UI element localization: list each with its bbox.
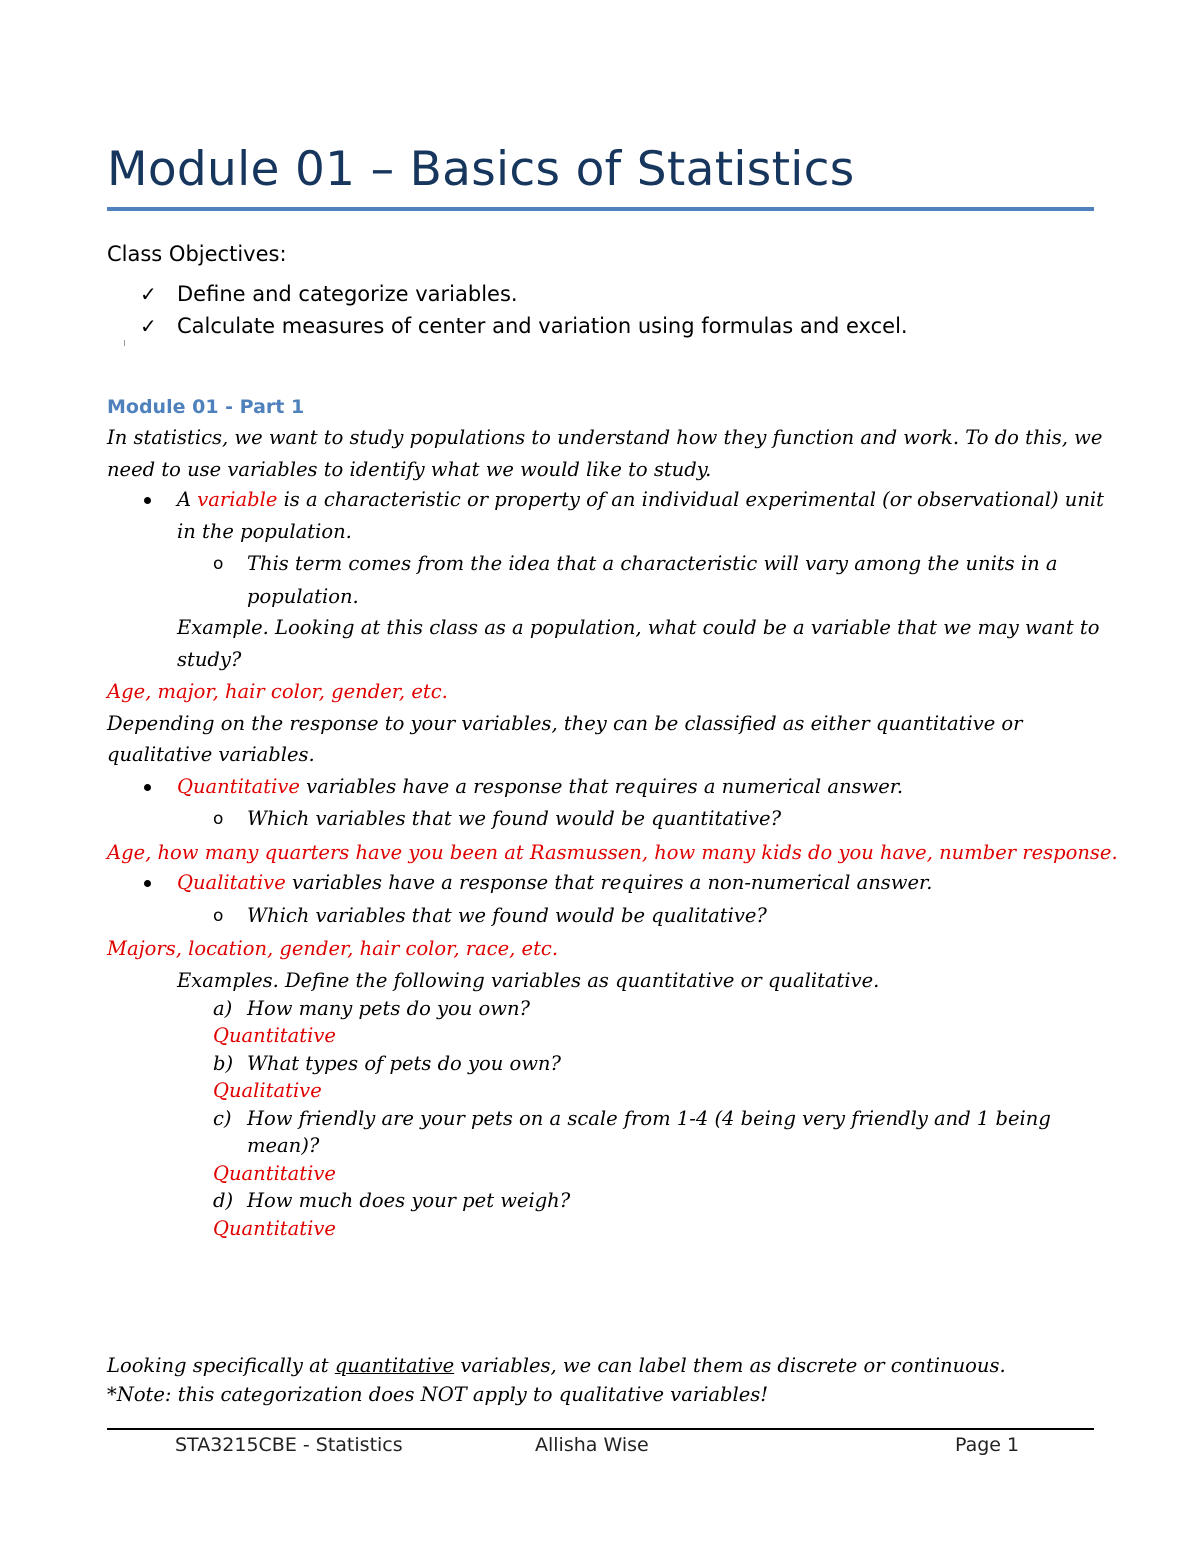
example-item: How many pets do you own? [247, 997, 530, 1020]
bullet-icon [144, 880, 151, 887]
example-answer: Quantitative [213, 1162, 336, 1185]
variable-definition [177, 488, 1104, 511]
quantitative-definition [177, 775, 903, 798]
text-span: variables, we can label them as discrete or continuous. [454, 1354, 1006, 1377]
footer-author: Allisha Wise [535, 1434, 649, 1456]
intro-line: need to use variables to identify what we would like to study. [107, 458, 712, 481]
sub-question: Which variables that we found would be qualitative? [247, 904, 767, 927]
example-label: d) [213, 1189, 234, 1212]
checkmark-icon: ✓ [140, 282, 157, 306]
objectives-heading: Class Objectives: [107, 242, 287, 266]
example-item: How friendly are your pets on a scale from 1-4 (4 being very friendly and 1 being [247, 1107, 1051, 1130]
section-heading: Module 01 - Part 1 [107, 396, 305, 418]
footer-page-number: Page 1 [955, 1434, 1020, 1456]
text-span: variables have a response that requires a numerical answer. [299, 775, 904, 798]
example-label: c) [213, 1107, 232, 1130]
text-span: variables have a response that requires a non-numerical answer. [285, 871, 933, 894]
example-item: How much does your pet weigh? [247, 1189, 571, 1212]
example-question: Example. Looking at this class as a population, what could be a variable that we may want to [177, 616, 1100, 639]
paragraph-line: Depending on the response to your variables, they can be classified as either quantitative or [107, 712, 1023, 735]
page-title: Module 01 – Basics of Statistics [107, 142, 855, 197]
circle-bullet-icon: o [213, 809, 224, 829]
sub-question: Which variables that we found would be quantitative? [247, 807, 782, 830]
checkmark-icon: ✓ [140, 314, 157, 338]
intro-line: In statistics, we want to study populations to understand how they function and work. To do this, we [107, 426, 1103, 449]
stray-mark [124, 340, 125, 346]
text-span: Looking specifically at [107, 1354, 335, 1377]
title-underline [107, 207, 1094, 211]
example-answer: Quantitative [213, 1217, 336, 1240]
example-answer: Quantitative [213, 1024, 336, 1047]
bullet-icon [144, 497, 151, 504]
example-item: What types of pets do you own? [247, 1052, 561, 1075]
text-span: A [177, 488, 198, 511]
qualitative-definition [177, 871, 932, 894]
circle-bullet-icon: o [213, 554, 224, 574]
example-answer: Qualitative [213, 1079, 322, 1102]
example-item-cont: mean)? [247, 1134, 320, 1157]
objective-item: Calculate measures of center and variation using formulas and excel. [177, 314, 908, 338]
highlight-term: Qualitative [177, 871, 286, 894]
sub-point: This term comes from the idea that a characteristic will vary among the units in a [247, 552, 1058, 575]
footer-rule [107, 1428, 1094, 1430]
underlined-term: quantitative [334, 1354, 455, 1377]
variable-definition-cont: in the population. [177, 520, 352, 543]
example-label: b) [213, 1052, 234, 1075]
footer-course: STA3215CBE - Statistics [175, 1434, 403, 1456]
example-label: a) [213, 997, 233, 1020]
answer-text: Age, major, hair color, gender, etc. [107, 680, 448, 703]
bullet-icon [144, 784, 151, 791]
objective-item: Define and categorize variables. [177, 282, 518, 306]
note-line: *Note: this categorization does NOT apply to qualitative variables! [107, 1383, 769, 1406]
closing-line [107, 1354, 1006, 1377]
answer-text: Age, how many quarters have you been at Rasmussen, how many kids do you have, number response. [107, 841, 1118, 864]
examples-heading: Examples. Define the following variables as quantitative or qualitative. [177, 969, 880, 992]
text-span: is a characteristic or property of an individual experimental (or observational) unit [277, 488, 1104, 511]
paragraph-line: qualitative variables. [107, 743, 315, 766]
sub-point-cont: population. [247, 585, 359, 608]
highlight-term: variable [197, 488, 278, 511]
answer-text: Majors, location, gender, hair color, race, etc. [107, 937, 559, 960]
example-question-cont: study? [177, 648, 242, 671]
highlight-term: Quantitative [177, 775, 300, 798]
circle-bullet-icon: o [213, 906, 224, 926]
